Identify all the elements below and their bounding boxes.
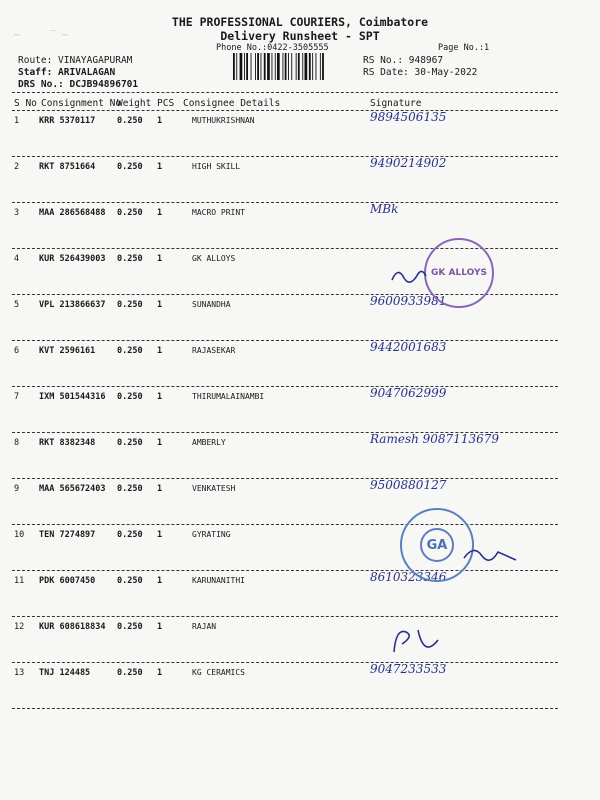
row-signature: 9600933981 (370, 294, 447, 308)
row-pcs: 1 (157, 668, 163, 678)
route: Route: VINAYAGAPURAM (18, 55, 133, 66)
row-sno: 1 (14, 116, 20, 126)
row-pcs: 1 (157, 346, 163, 356)
table-row (0, 662, 600, 714)
barcode-bar (272, 53, 273, 80)
row-weight: 0.250 (117, 254, 143, 264)
row-consignee: MACRO PRINT (192, 208, 245, 217)
row-weight: 0.250 (117, 346, 143, 356)
row-consignee: THIRUMALAINAMBI (192, 392, 265, 401)
barcode-bar (233, 53, 235, 80)
barcode-bar (302, 53, 303, 80)
barcode-bar (285, 53, 287, 80)
row-consignment: PDK 6007450 (39, 576, 96, 586)
row-weight: 0.250 (117, 576, 143, 586)
row-signature: 9490214902 (370, 156, 447, 170)
barcode-bar (298, 53, 300, 80)
row-separator (12, 524, 558, 525)
row-sno: 7 (14, 392, 20, 402)
row-separator (12, 708, 558, 709)
barcode-bar (305, 53, 308, 80)
barcode-bar (261, 53, 262, 80)
row-sno: 13 (14, 668, 25, 678)
row-signature: Ramesh 9087113679 (370, 432, 499, 446)
staff: Staff: ARIVALAGAN (18, 67, 116, 78)
row-consignee: SUNANDHA (192, 300, 231, 309)
drs-number: DRS No.: DCJB94896701 (18, 79, 139, 90)
barcode-bar (288, 53, 289, 80)
table-row (0, 570, 600, 622)
row-weight: 0.250 (117, 530, 143, 540)
row-sno: 11 (14, 576, 25, 586)
row-weight: 0.250 (117, 300, 143, 310)
row-consignment: IXM 501544316 (39, 392, 106, 402)
row-weight: 0.250 (117, 622, 143, 632)
row-weight: 0.250 (117, 484, 143, 494)
row-signature: 9442001683 (370, 340, 447, 354)
row-signature: 8610323346 (370, 570, 447, 584)
barcode-bar (309, 53, 311, 80)
row-sno: 10 (14, 530, 25, 540)
row-consignee: GYRATING (192, 530, 231, 539)
row-consignee: RAJAN (192, 622, 217, 631)
scribble-mark: ~ ‾ ~ (14, 30, 69, 41)
row-consignment: KRR 5370117 (39, 116, 96, 126)
row-signature: 9894506135 (370, 110, 447, 124)
gk-alloys-stamp-text: GK ALLOYS (431, 268, 487, 278)
barcode-bar (291, 53, 292, 80)
row-weight: 0.250 (117, 438, 143, 448)
barcode-bar (275, 53, 276, 80)
header-rule-top (12, 92, 558, 93)
row-pcs: 1 (157, 208, 163, 218)
row-consignee: KARUNANITHI (192, 576, 245, 585)
row-consignment: TEN 7274897 (39, 530, 96, 540)
row-sno: 5 (14, 300, 20, 310)
gyrating-stamp-text: GA (420, 528, 454, 562)
barcode (232, 53, 352, 80)
row-pcs: 1 (157, 392, 163, 402)
barcode-bar (277, 53, 280, 80)
runsheet-subtitle: Delivery Runsheet - SPT (220, 29, 380, 43)
barcode-bar (322, 53, 324, 80)
row-weight: 0.250 (117, 668, 143, 678)
row-pcs: 1 (157, 530, 163, 540)
barcode-bar (251, 53, 252, 80)
rs-number: RS No.: 948967 (363, 55, 444, 66)
table-row (0, 202, 600, 254)
barcode-bar (257, 53, 259, 80)
row-pcs: 1 (157, 116, 163, 126)
row-consignee: MUTHUKRISHNAN (192, 116, 255, 125)
col-pcs: PCS (157, 98, 175, 109)
barcode-bar (296, 53, 297, 80)
row-consignment: MAA 565672403 (39, 484, 106, 494)
barcode-bar (244, 53, 245, 80)
row-sno: 8 (14, 438, 20, 448)
row-pcs: 1 (157, 254, 163, 264)
signature-scribble-4 (388, 260, 428, 290)
company-title: THE PROFESSIONAL COURIERS, Coimbatore (171, 15, 429, 29)
row-pcs: 1 (157, 438, 163, 448)
col-consignee: Consignee Details (183, 98, 281, 109)
row-sno: 9 (14, 484, 20, 494)
col-weight: Weight (117, 98, 152, 109)
row-signature: MBk (370, 202, 399, 216)
barcode-bar (236, 53, 237, 80)
row-consignee: HIGH SKILL (192, 162, 241, 171)
barcode-bar (283, 53, 284, 80)
row-sno: 2 (14, 162, 20, 172)
row-weight: 0.250 (117, 208, 143, 218)
page-number: Page No.:1 (438, 43, 490, 53)
row-separator (12, 616, 558, 617)
row-pcs: 1 (157, 576, 163, 586)
rs-date: RS Date: 30-May-2022 (363, 67, 478, 78)
signature-scribble-10 (460, 540, 520, 570)
barcode-bar (316, 53, 317, 80)
barcode-bar (255, 53, 256, 80)
barcode-bar (320, 53, 321, 80)
col-sno: S No (14, 98, 37, 109)
row-weight: 0.250 (117, 392, 143, 402)
row-sno: 12 (14, 622, 25, 632)
row-consignee: GK ALLOYS (192, 254, 236, 263)
table-row (0, 478, 600, 530)
row-pcs: 1 (157, 622, 163, 632)
row-sno: 4 (14, 254, 20, 264)
phone-number: Phone No.:0422-3505555 (216, 43, 329, 53)
signature-scribble-12 (388, 622, 448, 662)
row-consignment: KVT 2596161 (39, 346, 96, 356)
row-consignee: KG CERAMICS (192, 668, 245, 677)
row-consignment: KUR 608618834 (39, 622, 106, 632)
col-signature: Signature (370, 98, 422, 109)
row-consignment: VPL 213866637 (39, 300, 106, 310)
row-sno: 6 (14, 346, 20, 356)
barcode-bar (240, 53, 243, 80)
row-sno: 3 (14, 208, 20, 218)
barcode-bar (264, 53, 266, 80)
row-consignment: MAA 286568488 (39, 208, 106, 218)
row-consignee: AMBERLY (192, 438, 226, 447)
row-consignment: RKT 8751664 (39, 162, 96, 172)
row-consignment: KUR 526439003 (39, 254, 106, 264)
row-weight: 0.250 (117, 116, 143, 126)
col-consignment: Consignment No (41, 98, 122, 109)
row-signature: 9047062999 (370, 386, 447, 400)
row-pcs: 1 (157, 484, 163, 494)
row-pcs: 1 (157, 300, 163, 310)
row-consignment: TNJ 124485 (39, 668, 91, 678)
row-pcs: 1 (157, 162, 163, 172)
row-consignee: VENKATESH (192, 484, 236, 493)
row-signature: 9500880127 (370, 478, 447, 492)
barcode-bar (312, 53, 313, 80)
row-weight: 0.250 (117, 162, 143, 172)
row-consignment: RKT 8382348 (39, 438, 96, 448)
barcode-bar (246, 53, 248, 80)
row-consignee: RAJASEKAR (192, 346, 236, 355)
barcode-bar (267, 53, 270, 80)
row-signature: 9047233533 (370, 662, 447, 676)
gk-alloys-stamp (424, 238, 494, 308)
